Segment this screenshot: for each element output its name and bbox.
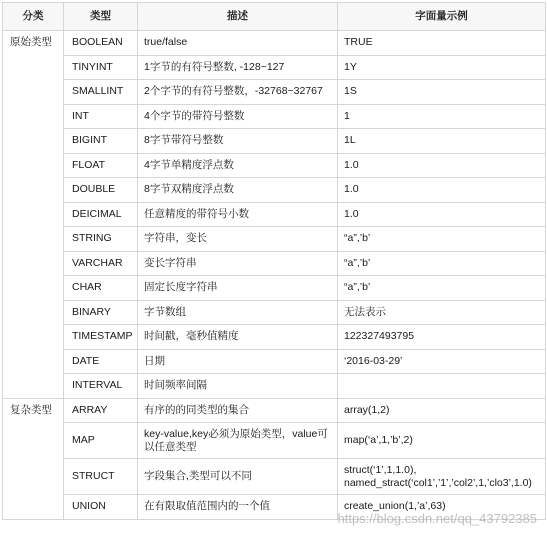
header-type: 类型 bbox=[64, 3, 138, 31]
table-row bbox=[3, 276, 546, 301]
example-cell: “a”,’b’ bbox=[338, 276, 546, 301]
type-cell: CHAR bbox=[64, 276, 138, 301]
description-cell: 有序的的同类型的集合 bbox=[138, 398, 338, 423]
example-cell: 1.0 bbox=[338, 153, 546, 178]
example-cell: ‘2016-03-29’ bbox=[338, 349, 546, 374]
description-cell: 1字节的有符号整数, -128~127 bbox=[138, 55, 338, 80]
table-row bbox=[3, 227, 546, 252]
description-cell: key-value,key必须为原始类型，value可以任意类型 bbox=[138, 423, 338, 459]
description-cell: 8字节双精度浮点数 bbox=[138, 178, 338, 203]
type-cell: TIMESTAMP bbox=[64, 325, 138, 350]
description-cell: 2个字节的有符号整数，-32768~32767 bbox=[138, 80, 338, 105]
description-cell: 字节数组 bbox=[138, 300, 338, 325]
type-cell: BIGINT bbox=[64, 129, 138, 154]
type-cell: VARCHAR bbox=[64, 251, 138, 276]
description-cell: 固定长度字符串 bbox=[138, 276, 338, 301]
example-cell: TRUE bbox=[338, 31, 546, 56]
type-cell: ARRAY bbox=[64, 398, 138, 423]
description-cell: 变长字符串 bbox=[138, 251, 338, 276]
category-complex: 复杂类型 bbox=[3, 398, 64, 519]
type-cell: FLOAT bbox=[64, 153, 138, 178]
type-cell: STRING bbox=[64, 227, 138, 252]
type-cell: INT bbox=[64, 104, 138, 129]
example-cell: 1L bbox=[338, 129, 546, 154]
type-cell: DEICIMAL bbox=[64, 202, 138, 227]
table-row bbox=[3, 202, 546, 227]
description-cell: 时间戳，毫秒值精度 bbox=[138, 325, 338, 350]
example-cell: 1 bbox=[338, 104, 546, 129]
table-header-row bbox=[3, 3, 546, 31]
header-description: 描述 bbox=[138, 3, 338, 31]
description-cell: 8字节带符号整数 bbox=[138, 129, 338, 154]
type-cell: SMALLINT bbox=[64, 80, 138, 105]
type-cell: STRUCT bbox=[64, 459, 138, 495]
table-row bbox=[3, 300, 546, 325]
table-row bbox=[3, 55, 546, 80]
description-cell: 4个字节的带符号整数 bbox=[138, 104, 338, 129]
table-row bbox=[3, 349, 546, 374]
table-row bbox=[3, 251, 546, 276]
example-cell: 无法表示 bbox=[338, 300, 546, 325]
table-row bbox=[3, 153, 546, 178]
table-row bbox=[3, 80, 546, 105]
table-row bbox=[3, 398, 546, 423]
table-row bbox=[3, 31, 546, 56]
table-row bbox=[3, 459, 546, 495]
type-cell: BOOLEAN bbox=[64, 31, 138, 56]
table-row bbox=[3, 423, 546, 459]
type-cell: MAP bbox=[64, 423, 138, 459]
header-literal-example: 字面量示例 bbox=[338, 3, 546, 31]
table-row bbox=[3, 374, 546, 399]
description-cell: 4字节单精度浮点数 bbox=[138, 153, 338, 178]
type-cell: DATE bbox=[64, 349, 138, 374]
table-row bbox=[3, 178, 546, 203]
example-cell: 1S bbox=[338, 80, 546, 105]
watermark-url: https://blog.csdn.net/qq_43792385 bbox=[337, 511, 537, 526]
description-cell: 在有限取值范围内的一个值 bbox=[138, 495, 338, 520]
description-cell: 时间频率间隔 bbox=[138, 374, 338, 399]
example-cell: array(1,2) bbox=[338, 398, 546, 423]
type-cell: INTERVAL bbox=[64, 374, 138, 399]
example-cell: 1.0 bbox=[338, 178, 546, 203]
type-cell: DOUBLE bbox=[64, 178, 138, 203]
table-row bbox=[3, 104, 546, 129]
table-row bbox=[3, 325, 546, 350]
table-row bbox=[3, 495, 546, 520]
category-primitive: 原始类型 bbox=[3, 31, 64, 399]
description-cell: 字段集合,类型可以不同 bbox=[138, 459, 338, 495]
description-cell: true/false bbox=[138, 31, 338, 56]
example-cell: “a”,’b’ bbox=[338, 251, 546, 276]
example-cell: create_union(1,’a’,63) bbox=[338, 495, 546, 520]
header-category: 分类 bbox=[3, 3, 64, 31]
type-cell: BINARY bbox=[64, 300, 138, 325]
example-cell: 122327493795 bbox=[338, 325, 546, 350]
example-cell: 1.0 bbox=[338, 202, 546, 227]
example-cell: 1Y bbox=[338, 55, 546, 80]
example-cell: map(‘a’,1,’b’,2) bbox=[338, 423, 546, 459]
description-cell: 字符串，变长 bbox=[138, 227, 338, 252]
data-type-table bbox=[2, 2, 546, 520]
type-cell: UNION bbox=[64, 495, 138, 520]
example-cell bbox=[338, 374, 546, 399]
table-row bbox=[3, 129, 546, 154]
type-cell: TINYINT bbox=[64, 55, 138, 80]
example-cell: “a”,’b’ bbox=[338, 227, 546, 252]
table-body bbox=[3, 31, 546, 520]
example-cell: struct(‘1’,1,1.0), named_stract(‘col1’,’1’,’col2’,1,’clo3’,1.0) bbox=[338, 459, 546, 495]
description-cell: 任意精度的带符号小数 bbox=[138, 202, 338, 227]
description-cell: 日期 bbox=[138, 349, 338, 374]
